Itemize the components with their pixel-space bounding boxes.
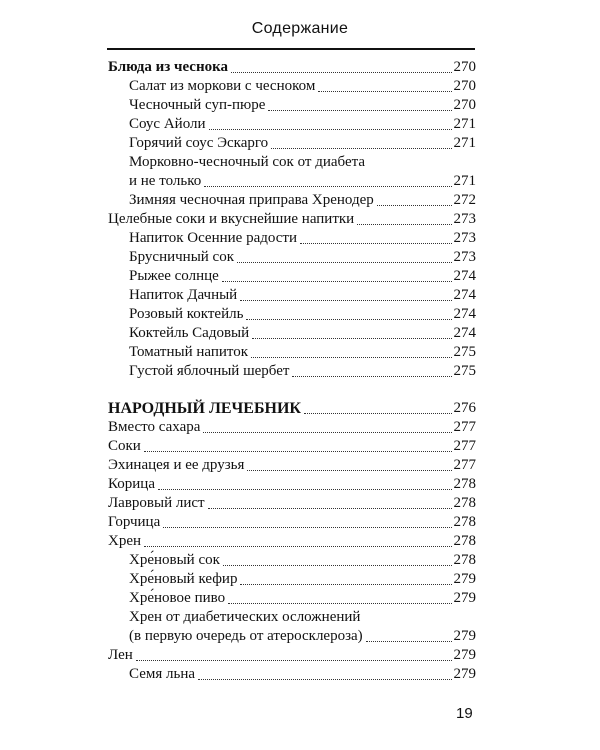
toc-entry: Лавровый лист 278 [108, 495, 476, 511]
toc-entry: Розовый коктейль 274 [129, 306, 476, 322]
toc-entry: Горячий соус Эскарго 271 [129, 135, 476, 151]
toc-entry: Хрен 278 [108, 533, 476, 549]
toc-entry: и не только 271 [129, 173, 476, 189]
toc-entry: Коктейль Садовый 274 [129, 325, 476, 341]
toc-entry: Напиток Осенние радости 273 [129, 230, 476, 246]
toc-entry: Горчица 278 [108, 514, 476, 530]
toc-entry: Хре́новый кефир 279 [129, 571, 476, 587]
header-rule [107, 48, 475, 50]
toc-entry: Корица 278 [108, 476, 476, 492]
running-header: Содержание [251, 20, 349, 37]
toc-entry: Хре́новый сок 278 [129, 552, 476, 568]
toc-entry: (в первую очередь от атеросклероза) 279 [129, 628, 476, 644]
toc-entry: Соус Айоли 271 [129, 116, 476, 132]
toc-entry: Вместо сахара 277 [108, 419, 476, 435]
toc-entry: Соки 277 [108, 438, 476, 454]
toc-entry: Густой яблочный шербет 275 [129, 363, 476, 379]
toc-section-folk-healer: НАРОДНЫЙ ЛЕЧЕБНИК 276 [108, 400, 476, 417]
toc-entry-juices: Целебные соки и вкуснейшие напитки 273 [108, 211, 476, 227]
page-number: 19 [456, 705, 473, 722]
toc-entry-line1: Хрен от диабетических осложнений [129, 609, 361, 625]
toc-entry: Брусничный сок 273 [129, 249, 476, 265]
toc-entry: Эхинацея и ее друзья 277 [108, 457, 476, 473]
toc-entry: Хре́новое пиво 279 [129, 590, 476, 606]
toc-entry-line1: Морковно-чесночный сок от диабета [129, 154, 366, 170]
toc-entry: Зимняя чесночная приправа Хренодер 272 [129, 192, 476, 208]
table-of-contents [108, 58, 476, 684]
toc-entry: Семя льна 279 [129, 666, 476, 682]
toc-entry-garlic-dishes: Блюда из чеснока 270 [108, 59, 476, 75]
toc-entry: Напиток Дачный 274 [129, 287, 476, 303]
toc-entry: Лен 279 [108, 647, 476, 663]
toc-entry: Салат из моркови с чесноком 270 [129, 78, 476, 94]
toc-entry: Томатный напиток 275 [129, 344, 476, 360]
toc-entry: Чесночный суп-пюре 270 [129, 97, 476, 113]
toc-entry: Рыжее солнце 274 [129, 268, 476, 284]
